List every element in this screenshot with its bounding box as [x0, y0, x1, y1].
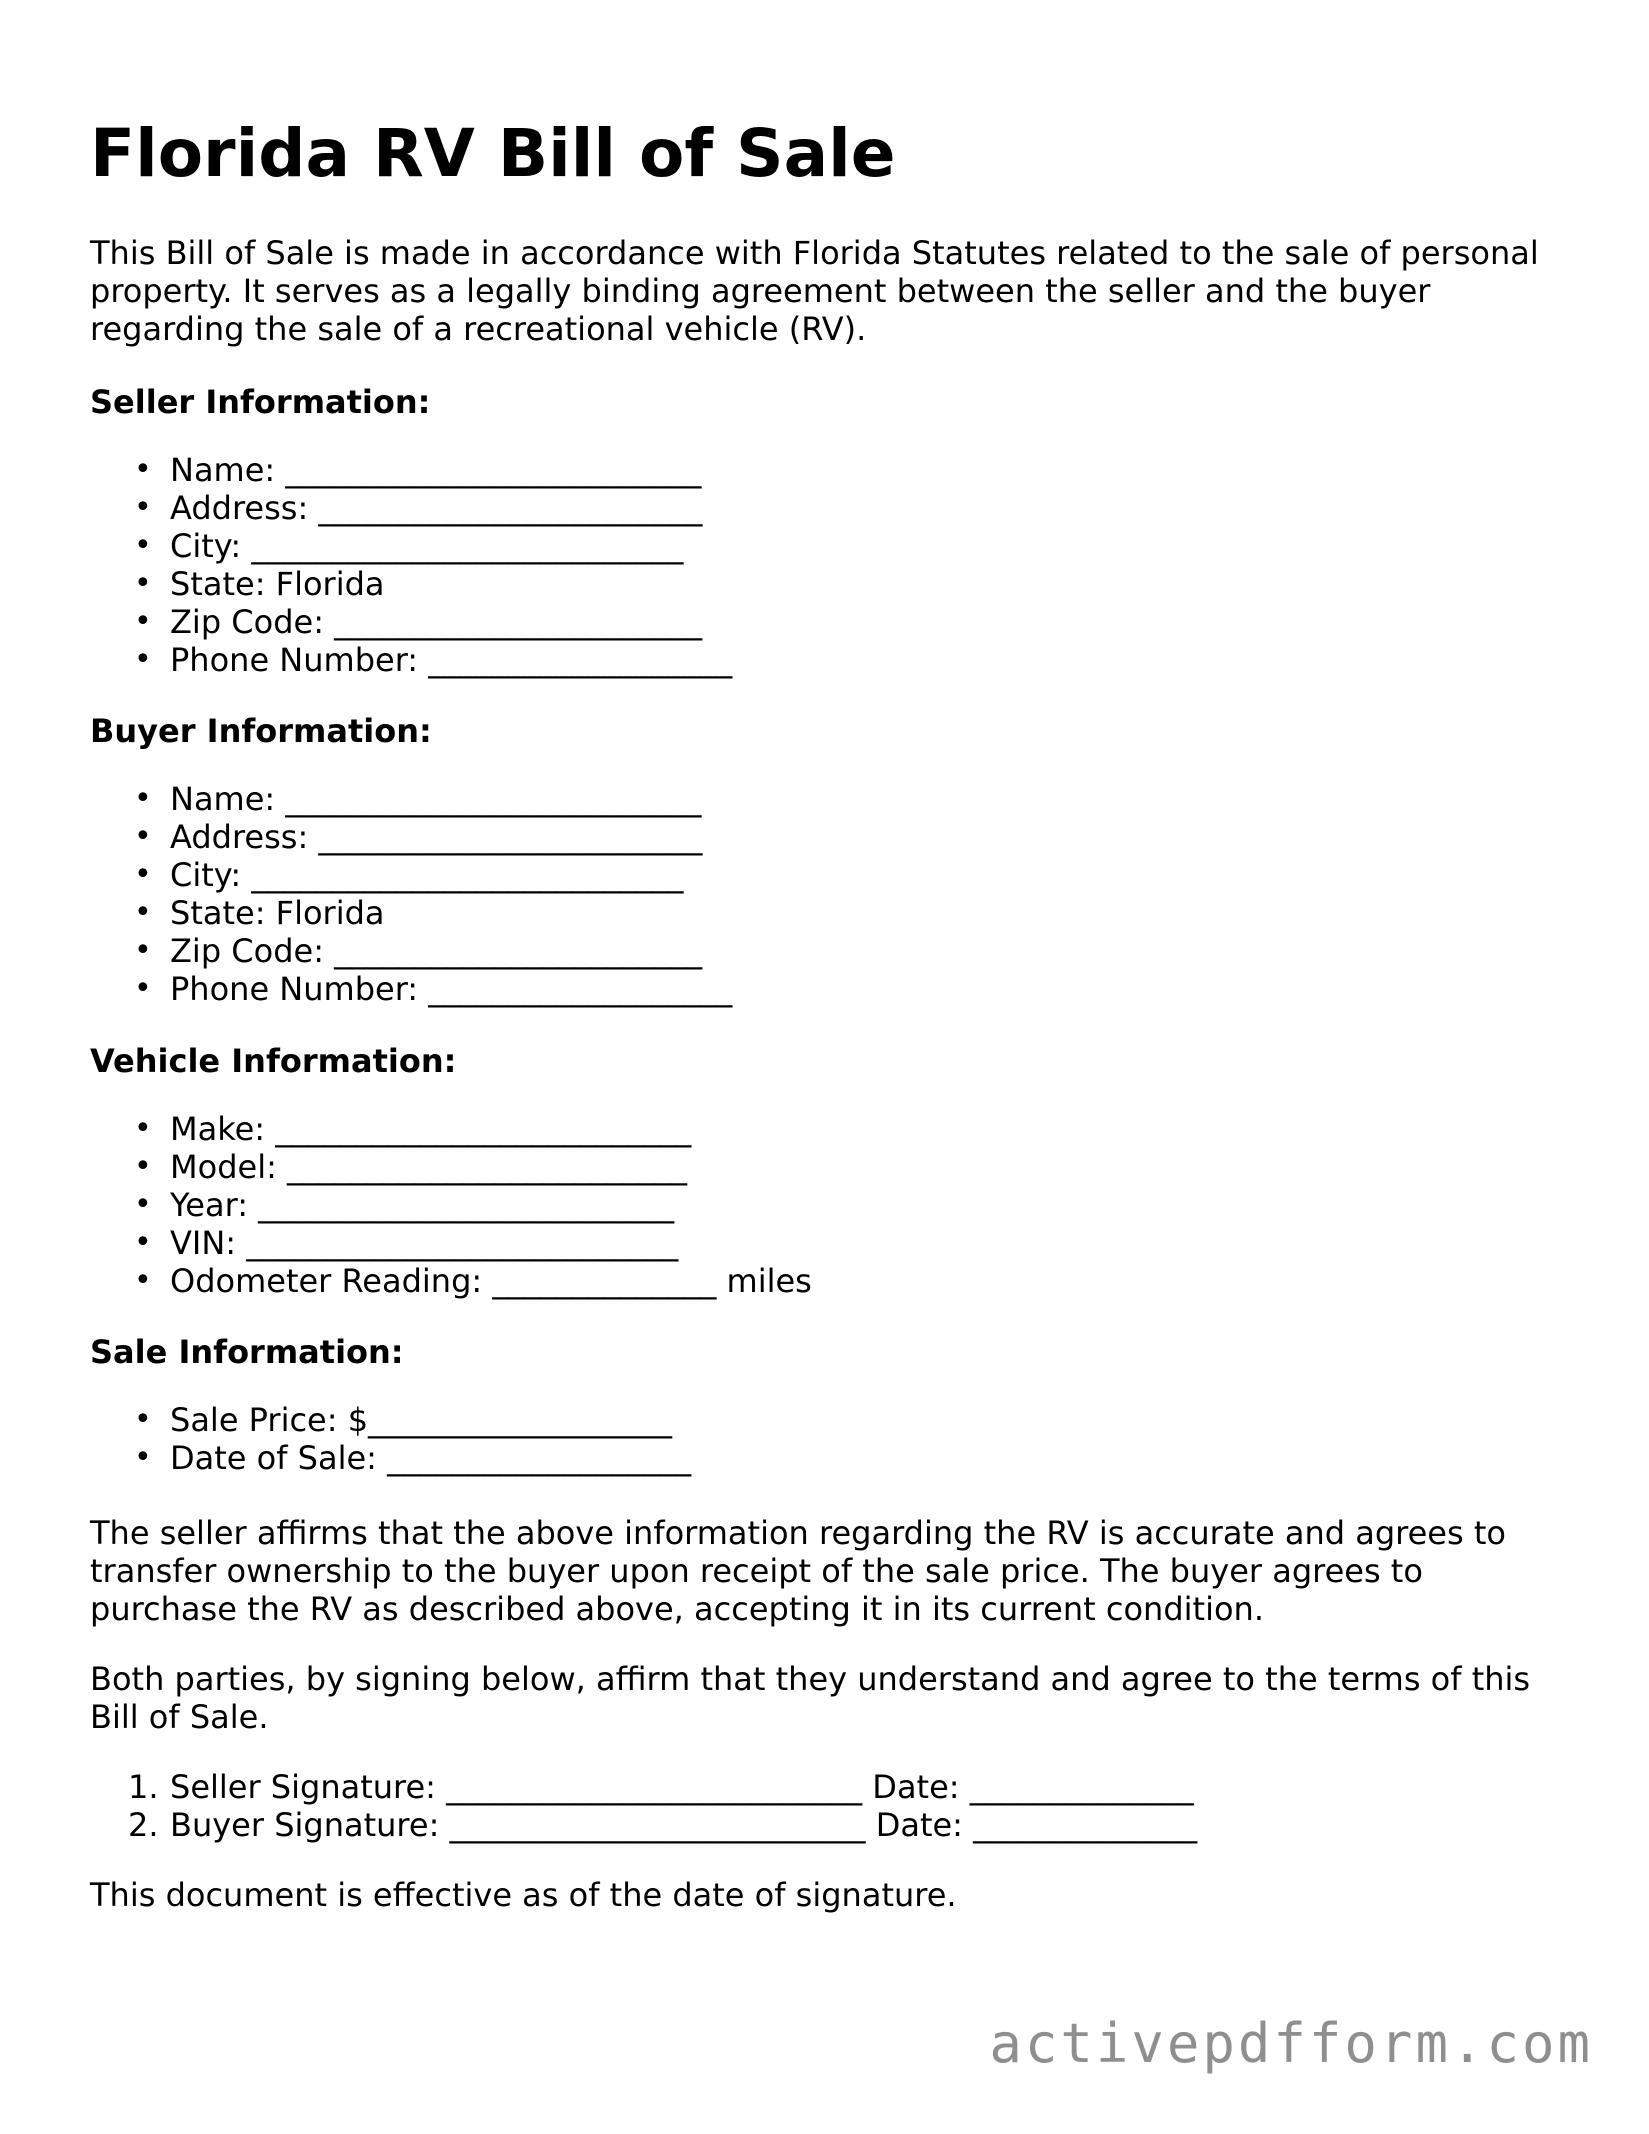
buyer-name-field[interactable]: • Name: __________________________: [134, 780, 702, 818]
vehicle-odometer-field[interactable]: • Odometer Reading: ______________ miles: [134, 1262, 812, 1300]
buyer-signature-line[interactable]: 2. Buyer Signature: __________________________ Date: ______________: [128, 1806, 1198, 1844]
seller-heading: Seller Information:: [90, 383, 431, 421]
watermark: activepdfform.com: [989, 2012, 1593, 2075]
bullet-icon: •: [134, 819, 152, 854]
sale-heading: Sale Information:: [90, 1333, 404, 1371]
buyer-phone-field[interactable]: • Phone Number: ___________________: [134, 970, 733, 1008]
buyer-address-field[interactable]: • Address: ________________________: [134, 818, 703, 856]
agreement-paragraph: Both parties, by signing below, affirm that they understand and agree to the terms of this Bill of Sale.: [90, 1660, 1531, 1736]
seller-phone-field[interactable]: • Phone Number: ___________________: [134, 641, 733, 679]
buyer-state-field: • State: Florida: [134, 894, 385, 932]
buyer-fields-list: [134, 780, 733, 1008]
seller-zip-field[interactable]: • Zip Code: _______________________: [134, 603, 703, 641]
seller-signature-line[interactable]: 1. Seller Signature: __________________________ Date: ______________: [128, 1768, 1194, 1806]
bullet-icon: •: [134, 857, 152, 892]
bullet-icon: •: [134, 971, 152, 1006]
bullet-icon: •: [134, 1440, 152, 1475]
document-title: Florida RV Bill of Sale: [90, 115, 896, 192]
seller-address-field[interactable]: • Address: ________________________: [134, 489, 703, 527]
bullet-icon: •: [134, 642, 152, 677]
vehicle-fields-list: [134, 1110, 812, 1300]
bullet-icon: •: [134, 933, 152, 968]
buyer-zip-field[interactable]: • Zip Code: _______________________: [134, 932, 703, 970]
buyer-heading: Buyer Information:: [90, 712, 432, 750]
vehicle-model-field[interactable]: • Model: _________________________: [134, 1148, 688, 1186]
bullet-icon: •: [134, 528, 152, 563]
vehicle-year-field[interactable]: • Year: __________________________: [134, 1186, 675, 1224]
intro-paragraph: This Bill of Sale is made in accordance with Florida Statutes related to the sale of personal property. It serves as a legally binding agreement between the seller and the buyer regarding the sale of a recreational vehicle (RV).: [90, 234, 1539, 348]
seller-city-field[interactable]: • City: ___________________________: [134, 527, 684, 565]
bullet-icon: •: [134, 604, 152, 639]
sale-date-field[interactable]: • Date of Sale: ___________________: [134, 1439, 692, 1477]
seller-state-field: • State: Florida: [134, 565, 385, 603]
signature-list: [128, 1768, 1198, 1844]
bullet-icon: •: [134, 1187, 152, 1222]
bullet-icon: •: [134, 1263, 152, 1298]
seller-fields-list: [134, 451, 733, 679]
bullet-icon: •: [134, 1225, 152, 1260]
bullet-icon: •: [134, 895, 152, 930]
closing-paragraph: This document is effective as of the date of signature.: [90, 1876, 957, 1914]
affirmation-paragraph: The seller affirms that the above information regarding the RV is accurate and agrees to transfer ownership to the buyer upon receipt of the sale price. The buyer agrees to purchase the RV as described above, accepting it in its current condition.: [90, 1514, 1506, 1628]
sale-fields-list: [134, 1401, 692, 1477]
sale-price-field[interactable]: • Sale Price: $___________________: [134, 1401, 673, 1439]
vehicle-make-field[interactable]: • Make: __________________________: [134, 1110, 692, 1148]
bullet-icon: •: [134, 1111, 152, 1146]
seller-name-field[interactable]: • Name: __________________________: [134, 451, 702, 489]
bullet-icon: •: [134, 781, 152, 816]
bullet-icon: •: [134, 452, 152, 487]
bullet-icon: •: [134, 1402, 152, 1437]
bullet-icon: •: [134, 1149, 152, 1184]
bullet-icon: •: [134, 490, 152, 525]
bullet-icon: •: [134, 566, 152, 601]
vehicle-heading: Vehicle Information:: [90, 1042, 457, 1080]
vehicle-vin-field[interactable]: • VIN: ___________________________: [134, 1224, 679, 1262]
buyer-city-field[interactable]: • City: ___________________________: [134, 856, 684, 894]
